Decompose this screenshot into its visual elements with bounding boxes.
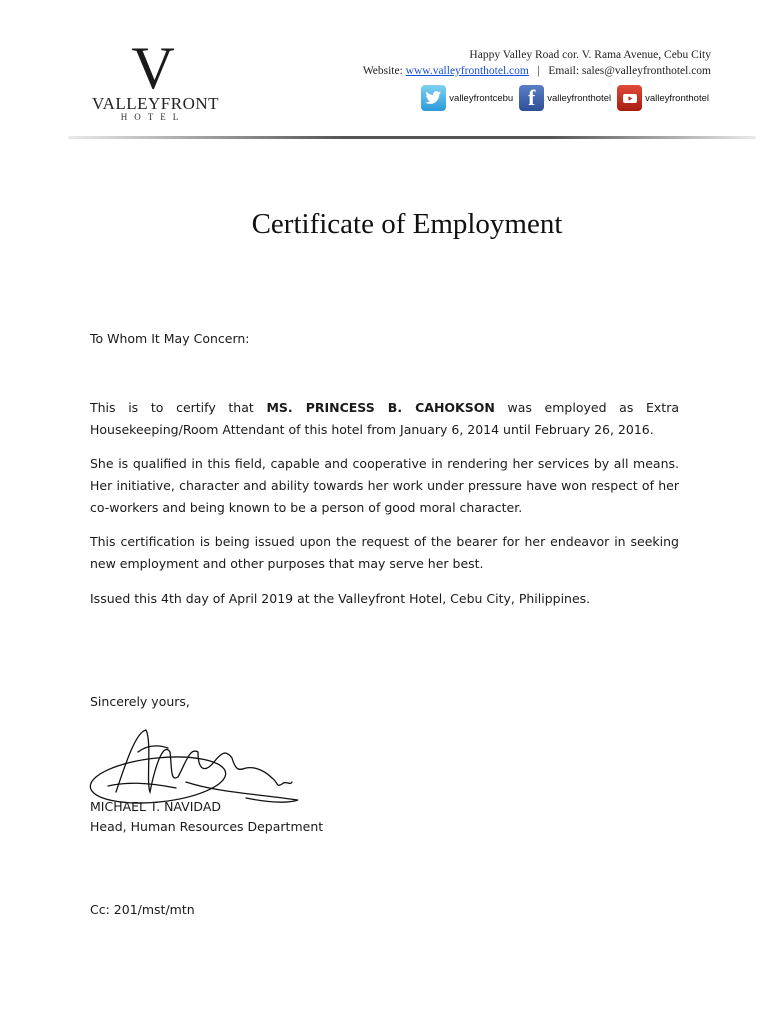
- youtube-handle: valleyfronthotel: [645, 92, 709, 104]
- social-links: [421, 85, 709, 111]
- twitter-handle: valleyfrontcebu: [449, 92, 514, 104]
- employee-name: MS. PRINCESS B. CAHOKSON: [266, 400, 495, 415]
- separator: |: [537, 65, 540, 77]
- letterhead: [0, 0, 768, 140]
- cc-line: Cc: 201/mst/mtn: [90, 902, 195, 917]
- social-twitter[interactable]: [421, 85, 513, 111]
- paragraph-employment-rest: was employed as Extra Housekeeping/Room Attendant of this hotel from January 6, 2014 until February 26, 2016.: [90, 400, 680, 437]
- facebook-icon: f: [519, 85, 544, 111]
- signatory-name: MICHAEL T. NAVIDAD: [90, 799, 222, 814]
- email-text: Email: sales@valleyfronthotel.com: [548, 65, 711, 77]
- address-line: Happy Valley Road cor. V. Rama Avenue, Cebu City: [469, 49, 711, 61]
- signatory-block: [90, 797, 323, 837]
- logo-subname: HOTEL: [120, 112, 186, 122]
- document-title: Certificate of Employment: [251, 208, 563, 240]
- youtube-icon: [617, 85, 642, 111]
- logo-mark: V: [131, 35, 175, 101]
- paragraph-employment-lead: This is to certify that: [90, 400, 267, 415]
- signatory-title: Head, Human Resources Department: [90, 819, 324, 834]
- hotel-logo: [92, 35, 220, 126]
- paragraph-employment: [90, 397, 679, 441]
- logo-name: VALLEYFRONT: [92, 94, 220, 113]
- header-divider: [68, 136, 756, 139]
- salutation: To Whom It May Concern:: [90, 331, 250, 346]
- social-youtube[interactable]: [617, 85, 709, 111]
- social-facebook[interactable]: [519, 85, 611, 111]
- paragraph-purpose: This certification is being issued upon the request of the bearer for her endeavor in seeking new employment and other purposes that may serve her best.: [90, 534, 679, 571]
- facebook-handle: valleyfronthotel: [547, 92, 612, 104]
- paragraph-qualification: She is qualified in this field, capable and cooperative in rendering her services by all means. Her initiative, character and ability towards her work under pressure have won respect of her co-workers and being known to be a person of good moral character.: [90, 456, 679, 515]
- web-email-line: [363, 63, 711, 79]
- website-label: Website:: [362, 65, 403, 77]
- paragraph-issued: Issued this 4th day of April 2019 at the Valleyfront Hotel, Cebu City, Philippines.: [90, 591, 591, 606]
- closing: Sincerely yours,: [90, 694, 190, 709]
- twitter-icon: [421, 85, 446, 111]
- website-link[interactable]: www.valleyfronthotel.com: [405, 65, 529, 77]
- contact-info: [363, 47, 711, 79]
